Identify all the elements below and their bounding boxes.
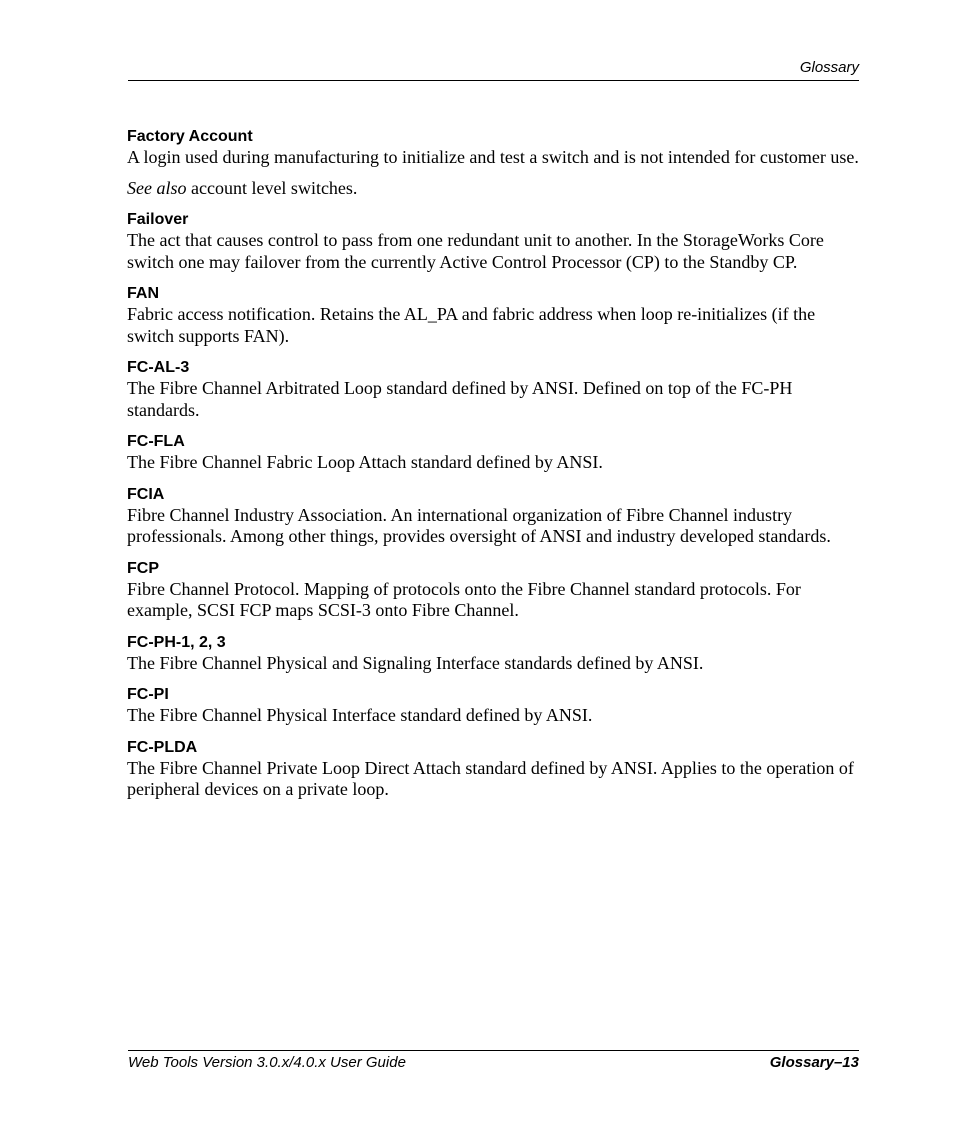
glossary-definition: The Fibre Channel Fabric Loop Attach standard defined by ANSI. bbox=[127, 452, 603, 472]
glossary-definition: A login used during manufacturing to initialize and test a switch and is not intended for customer use. bbox=[127, 147, 859, 167]
header-section-title: Glossary bbox=[799, 59, 859, 76]
see-also-label: See also bbox=[127, 177, 187, 198]
footer-row bbox=[128, 1053, 859, 1073]
glossary-entry bbox=[127, 684, 859, 727]
footer-page-number: Glossary–13 bbox=[769, 1054, 859, 1071]
glossary-entry bbox=[127, 126, 859, 199]
glossary-term: FC-PH-1, 2, 3 bbox=[127, 633, 226, 651]
see-also-reference bbox=[127, 178, 859, 200]
glossary-definition: Fibre Channel Industry Association. An international organization of Fibre Channel industry professionals. Among other things, provides oversight of ANSI and industry developed standards. bbox=[127, 504, 831, 546]
glossary-entry bbox=[127, 484, 859, 548]
glossary-entry bbox=[127, 632, 859, 675]
glossary-content bbox=[127, 126, 859, 811]
glossary-term: FCIA bbox=[127, 485, 165, 503]
glossary-term: FCP bbox=[127, 559, 159, 577]
glossary-definition: The Fibre Channel Physical and Signaling Interface standards defined by ANSI. bbox=[127, 652, 704, 673]
glossary-definition: The Fibre Channel Private Loop Direct Attach standard defined by ANSI. Applies to the operation of peripheral devices on a private loop. bbox=[127, 757, 854, 799]
glossary-entry bbox=[127, 283, 859, 347]
header-divider bbox=[128, 80, 859, 81]
see-also-text: account level switches. bbox=[190, 177, 358, 198]
glossary-definition: The act that causes control to pass from one redundant unit to another. In the StorageWorks Core switch one may failover from the currently Active Control Processor (CP) to the Standby CP. bbox=[127, 230, 824, 272]
page-header bbox=[128, 58, 859, 81]
glossary-term: FC-FLA bbox=[127, 433, 185, 450]
glossary-term: FAN bbox=[127, 285, 159, 302]
glossary-term: FC-AL-3 bbox=[127, 359, 190, 376]
footer-divider bbox=[128, 1050, 859, 1051]
glossary-entry bbox=[127, 209, 859, 273]
glossary-definition: The Fibre Channel Arbitrated Loop standard defined by ANSI. Defined on top of the FC-PH standards. bbox=[127, 378, 793, 420]
glossary-definition: Fabric access notification. Retains the AL_PA and fabric address when loop re-initializes (if the switch supports FAN). bbox=[127, 304, 816, 346]
footer-guide-title: Web Tools Version 3.0.x/4.0.x User Guide bbox=[128, 1054, 406, 1071]
glossary-entry bbox=[127, 357, 859, 421]
glossary-term: FC-PI bbox=[127, 686, 169, 703]
glossary-entry bbox=[127, 431, 859, 474]
glossary-entry bbox=[127, 737, 859, 801]
glossary-entry bbox=[127, 558, 859, 622]
glossary-definition: The Fibre Channel Physical Interface standard defined by ANSI. bbox=[127, 705, 593, 725]
glossary-term: Failover bbox=[127, 211, 189, 228]
glossary-term: Factory Account bbox=[127, 128, 253, 145]
glossary-term: FC-PLDA bbox=[127, 738, 198, 756]
page-footer bbox=[128, 1050, 859, 1073]
glossary-definition: Fibre Channel Protocol. Mapping of protocols onto the Fibre Channel standard protocols. For example, SCSI FCP maps SCSI-3 onto Fibre Channel. bbox=[127, 578, 801, 620]
